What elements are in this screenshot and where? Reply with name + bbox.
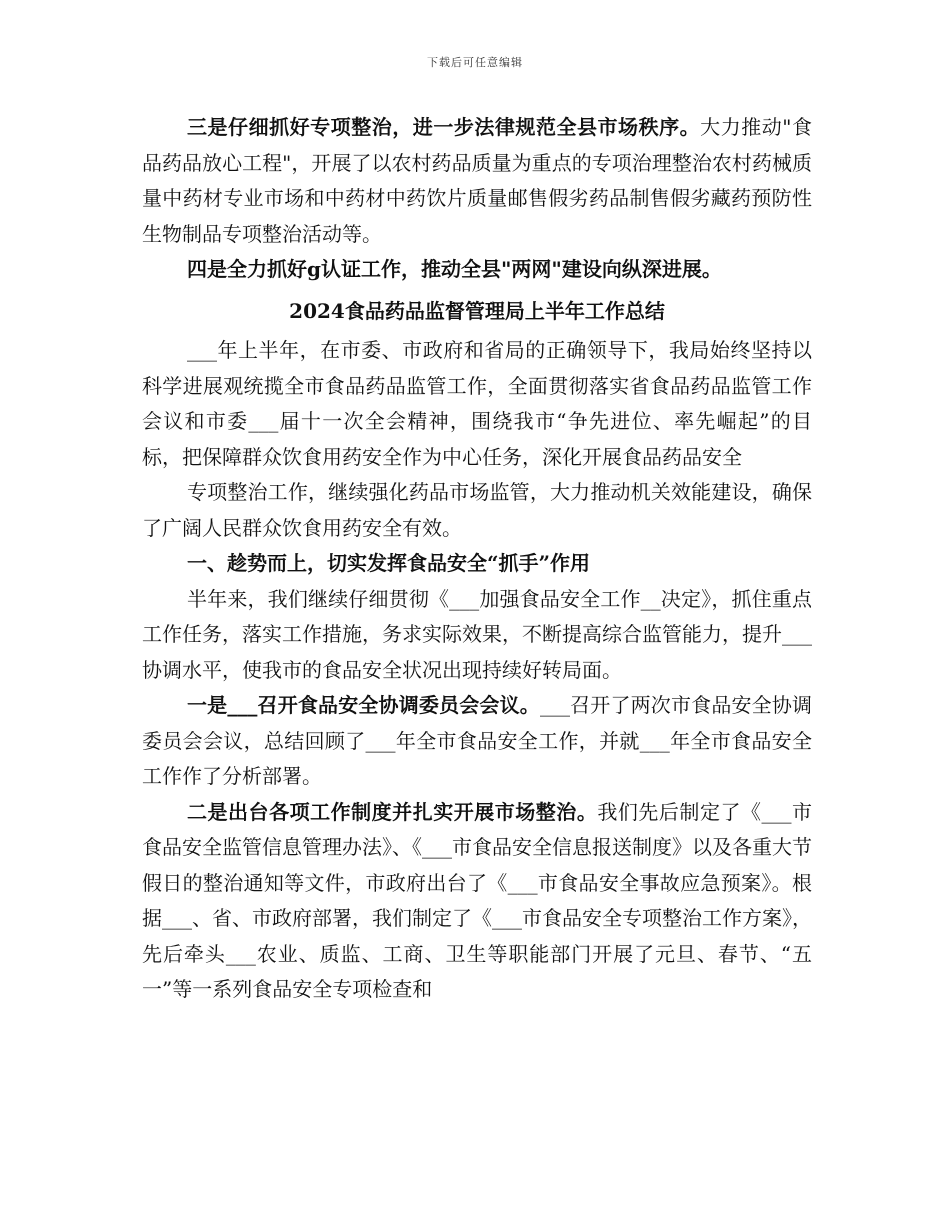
paragraph-certification bbox=[142, 252, 812, 288]
document-title: 2024食品药品监督管理局上半年工作总结 bbox=[289, 298, 665, 323]
paragraph-lead: 二是出台各项工作制度并扎实开展市场整治。 bbox=[187, 799, 598, 824]
paragraph-committee-meeting bbox=[142, 688, 812, 795]
paragraph-text: ___召开了两次市食品安全协调委员会会议，总结回顾了___年全市食品安全工作，并就___年全市食品安全工作作了分析部署。 bbox=[142, 693, 813, 788]
paragraph-regulations bbox=[142, 795, 812, 1008]
section-heading-1: 一、趁势而上，切实发挥食品安全“抓手”作用 bbox=[187, 551, 591, 575]
document-body bbox=[142, 110, 812, 1008]
paragraph-lead: 三是仔细抓好专项整治，进一步法律规范全县市场秩序。 bbox=[187, 115, 701, 139]
paragraph-intro: ___年上半年，在市委、市政府和省局的正确领导下，我局始终坚持以科学进展观统揽全市食品药品监管工作，全面贯彻落实省食品药品监管工作会议和市委___届十一次全会精神，围绕我市“争先进位、率先崛起”的目标，把保障群众饮食用药安全作为中心任务，深化开展食品药品安全 bbox=[142, 338, 812, 469]
paragraph-intro-continued: 专项整治工作，继续强化药品市场监管，大力推动机关效能建设，确保了广阔人民群众饮食用药安全有效。 bbox=[142, 480, 812, 540]
paragraph-special-rectification bbox=[142, 110, 812, 252]
paragraph-half-year: 半年来，我们继续仔细贯彻《___加强食品安全工作__决定》，抓住重点工作任务，落实工作措施，务求实际效果，不断提高综合监管能力，提升___协调水平，使我市的食品安全状况出现持续好转局面。 bbox=[142, 586, 812, 682]
paragraph-lead: 四是全力抓好g认证工作，推动全县"两网"建设向纵深进展。 bbox=[187, 257, 722, 281]
paragraph-lead: 一是___召开食品安全协调委员会会议。 bbox=[187, 693, 540, 717]
page-header-watermark: 下载后可任意编辑 bbox=[427, 56, 523, 69]
paragraph-text: 大力推动"食品药品放心工程"，开展了以农村药品质量为重点的专项治理整治农村药械质量中药材专业市场和中药材中药饮片质量邮售假劣药品制售假劣藏药预防性生物制品专项整治活动等。 bbox=[142, 115, 813, 246]
paragraph-text: 我们先后制定了《___市食品安全监管信息管理办法》、《___市食品安全信息报送制度》以及各重大节假日的整治通知等文件，市政府出台了《___市食品安全事故应急预案》。根据___、省、市政府部署，我们制定了《___市食品安全专项整治工作方案》，先后牵头___农业、质监、工商、卫生等职能部门开展了元旦、春节、“五一”等一系列食品安全专项检查和 bbox=[142, 799, 813, 1001]
